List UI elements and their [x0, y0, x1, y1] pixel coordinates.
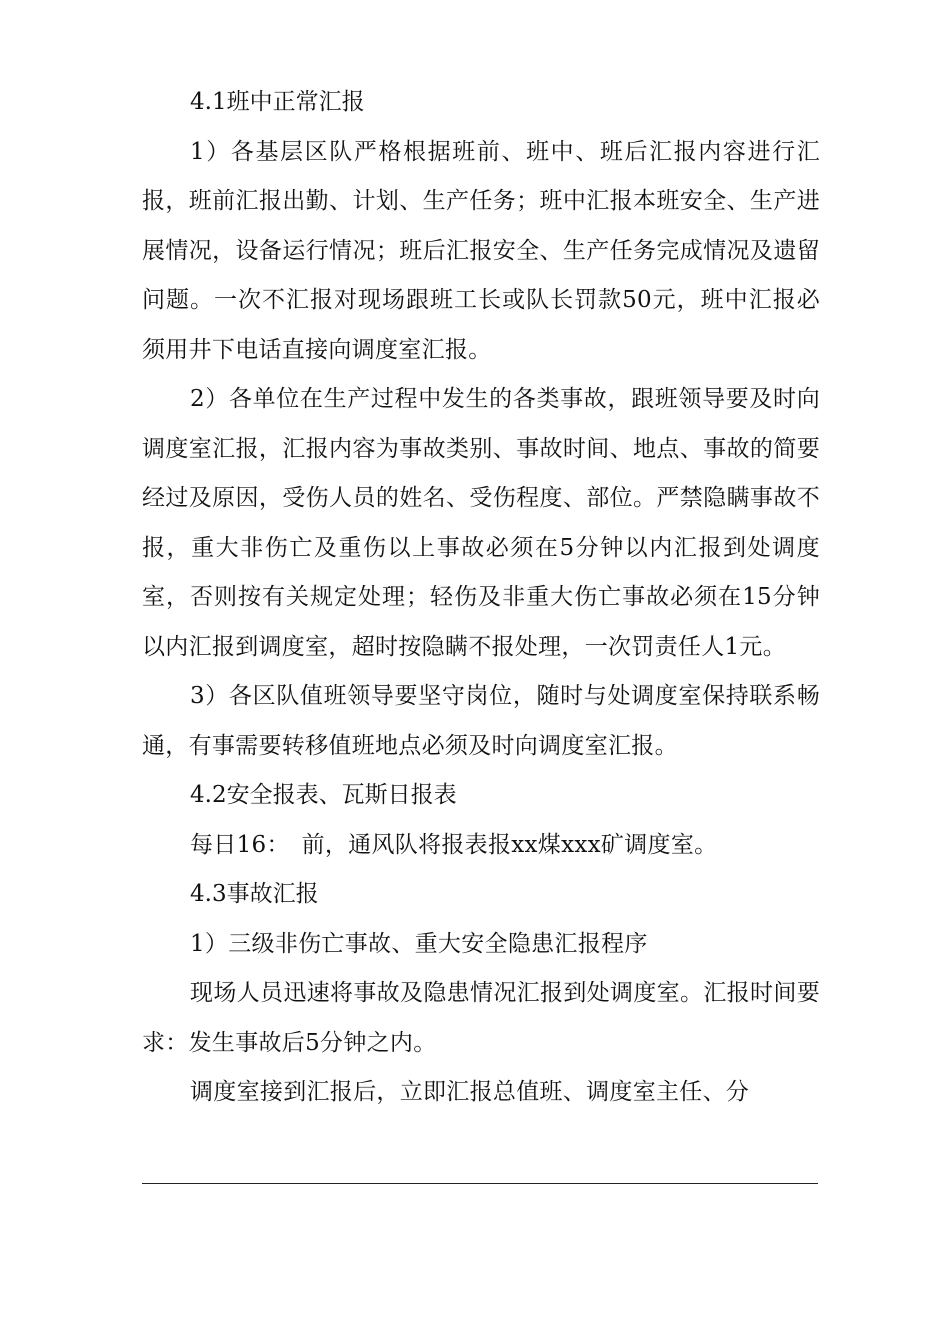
paragraph-shift-reporting: 1）各基层区队严格根据班前、班中、班后汇报内容进行汇报，班前汇报出勤、计划、生产任务；班中汇报本班安全、生产进展情况，设备运行情况；班后汇报安全、生产任务完成情况及遗留问题。一次不汇报对现场跟班工长或队长罚款50元，班中汇报必须用井下电话直接向调度室汇报。 — [142, 138, 820, 363]
section-heading-4-1: 4.1班中正常汇报 — [190, 89, 365, 115]
section-heading-4-3: 4.3事故汇报 — [190, 881, 319, 907]
document-body — [142, 78, 820, 1118]
paragraph-dispatch-room: 调度室接到汇报后，立即汇报总值班、调度室主任、分 — [190, 1079, 750, 1105]
section-heading-4-2: 4.2安全报表、瓦斯日报表 — [190, 782, 457, 808]
footer-divider — [142, 1183, 818, 1184]
paragraph-duty-leaders: 3）各区队值班领导要坚守岗位，随时与处调度室保持联系畅通，有事需要转移值班地点必须及时向调度室汇报。 — [142, 683, 820, 759]
paragraph-daily-report: 每日16： 前，通风队将报表报xx煤xxx矿调度室。 — [190, 831, 718, 858]
paragraph-procedure-title: 1）三级非伤亡事故、重大安全隐患汇报程序 — [190, 930, 648, 957]
paragraph-onsite-reporting: 现场人员迅速将事故及隐患情况汇报到处调度室。汇报时间要求：发生事故后5分钟之内。 — [142, 980, 820, 1056]
paragraph-accident-reporting: 2）各单位在生产过程中发生的各类事故，跟班领导要及时向调度室汇报，汇报内容为事故类别、事故时间、地点、事故的简要经过及原因，受伤人员的姓名、受伤程度、部位。严禁隐瞒事故不报，重大非伤亡及重伤以上事故必须在5分钟以内汇报到处调度室，否则按有关规定处理；轻伤及非重大伤亡事故必须在15分钟以内汇报到调度室，超时按隐瞒不报处理，一次罚责任人1元。 — [142, 386, 820, 660]
